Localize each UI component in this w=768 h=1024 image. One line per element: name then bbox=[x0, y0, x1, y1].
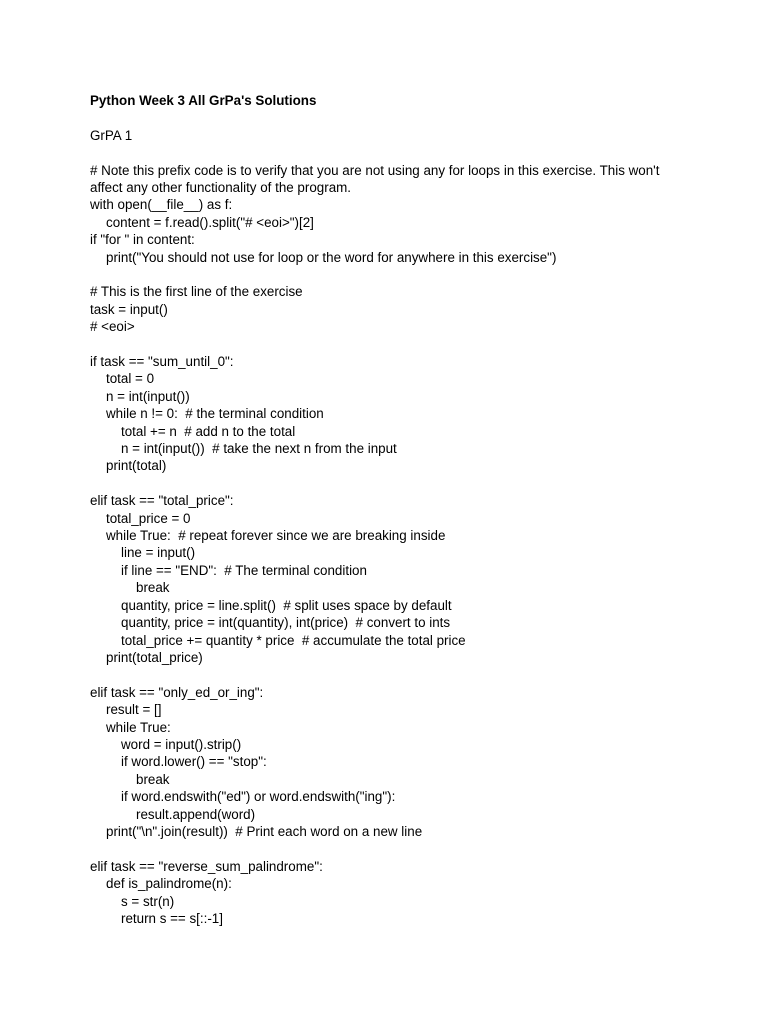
code-line: quantity, price = int(quantity), int(price) # convert to ints bbox=[121, 615, 451, 631]
code-line: total_price = 0 bbox=[106, 510, 191, 526]
code-line: elif task == "reverse_sum_palindrome": bbox=[90, 858, 323, 874]
code-line: print(total_price) bbox=[106, 649, 203, 665]
code-line: result.append(word) bbox=[136, 806, 256, 822]
code-line: content = f.read().split("# <eoi>")[2] bbox=[106, 214, 314, 230]
code-line: quantity, price = line.split() # split uses space by default bbox=[121, 597, 452, 613]
code-line: word = input().strip() bbox=[121, 736, 242, 752]
code-line: total = 0 bbox=[106, 371, 155, 387]
document-title: Python Week 3 All GrPa's Solutions bbox=[90, 93, 317, 108]
document-content bbox=[90, 92, 690, 927]
code-line: print(total) bbox=[106, 458, 167, 474]
code-line: print("\n".join(result)) # Print each word on a new line bbox=[106, 823, 423, 839]
code-line: result = [] bbox=[106, 702, 162, 718]
code-line: while n != 0: # the terminal condition bbox=[106, 406, 324, 422]
code-line: elif task == "total_price": bbox=[90, 493, 234, 509]
code-line: print("You should not use for loop or the word for anywhere in this exercise") bbox=[106, 249, 557, 265]
code-line: n = int(input()) bbox=[106, 388, 190, 404]
code-line: if "for " in content: bbox=[90, 232, 195, 248]
code-line: elif task == "only_ed_or_ing": bbox=[90, 684, 264, 700]
code-line: if task == "sum_until_0": bbox=[90, 354, 234, 370]
code-line: if line == "END": # The terminal condition bbox=[121, 562, 367, 578]
code-line: with open(__file__) as f: bbox=[90, 197, 233, 213]
code-line: # This is the first line of the exercise bbox=[90, 284, 303, 300]
code-line: total_price += quantity * price # accumulate the total price bbox=[121, 632, 466, 648]
note-comment-line: # Note this prefix code is to verify that you are not using any for loops in this exercise. This won't bbox=[90, 162, 660, 178]
code-line: total += n # add n to the total bbox=[121, 423, 296, 439]
code-line: return s == s[::-1] bbox=[121, 910, 223, 926]
code-line: break bbox=[136, 771, 170, 787]
code-line: if word.endswith("ed") or word.endswith("ing"): bbox=[121, 789, 396, 805]
section-heading: GrPA 1 bbox=[90, 127, 133, 143]
code-line: line = input() bbox=[121, 545, 196, 561]
code-line: if word.lower() == "stop": bbox=[121, 754, 267, 770]
code-line: # <eoi> bbox=[90, 319, 135, 335]
code-line: task = input() bbox=[90, 301, 168, 317]
code-line: def is_palindrome(n): bbox=[106, 876, 232, 892]
code-line: while True: bbox=[106, 719, 171, 735]
code-line: break bbox=[136, 580, 170, 596]
code-line: n = int(input()) # take the next n from the input bbox=[121, 441, 397, 457]
code-line: s = str(n) bbox=[121, 893, 175, 909]
note-comment-line: affect any other functionality of the program. bbox=[90, 180, 352, 195]
code-line: while True: # repeat forever since we are breaking inside bbox=[106, 528, 446, 544]
